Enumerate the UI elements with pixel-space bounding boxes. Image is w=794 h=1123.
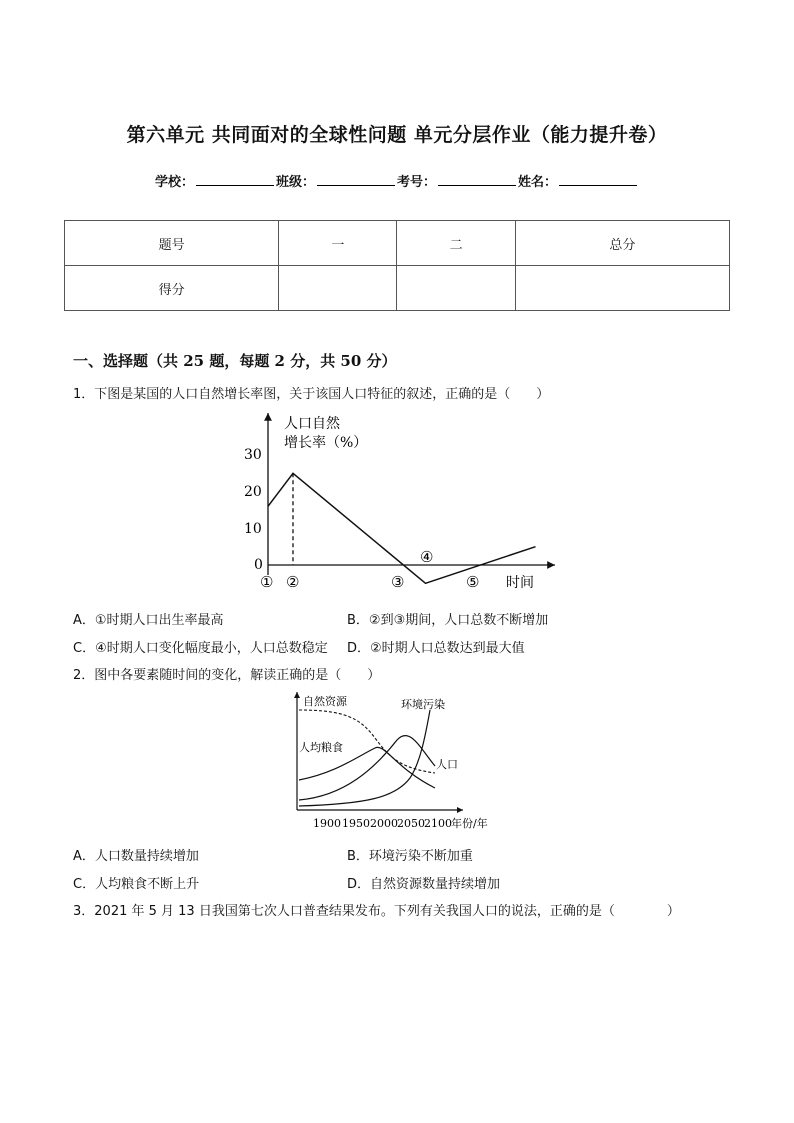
growth-rate-chart <box>240 405 570 595</box>
score-table-row <box>65 266 730 311</box>
score-table <box>64 220 730 311</box>
q1-option-a[interactable]: A．①时期人口出生率最高 <box>73 613 224 628</box>
name-label: 姓名： <box>518 175 558 190</box>
marker-2-label: ② <box>286 573 300 591</box>
score-cell[interactable] <box>279 266 397 311</box>
question-2-stem: 2．图中各要素随时间的变化，解读正确的是（ ） <box>73 668 381 683</box>
student-info-line <box>0 171 794 190</box>
exam-no-label: 考号： <box>397 175 437 190</box>
environment-pollution-curve <box>299 710 430 806</box>
score-cell[interactable] <box>515 266 729 311</box>
y-label-line1: 人口自然 <box>284 416 340 432</box>
score-header-cell: 总分 <box>515 221 729 266</box>
x-tick-label: 1950 <box>342 817 370 830</box>
y-label-line2: 增长率（%） <box>284 435 368 451</box>
marker-5-label: ⑤ <box>466 573 480 591</box>
y-tick-label: 20 <box>244 484 262 500</box>
q1-option-c[interactable]: C．④时期人口变化幅度最小，人口总数稳定 <box>73 641 328 656</box>
y-tick-label: 30 <box>244 447 262 463</box>
school-label: 学校： <box>154 175 194 190</box>
x-tick-label: 2050 <box>397 817 425 830</box>
x-tick-label: 2000 <box>370 817 398 830</box>
x-axis-label: 年份/年 <box>451 817 488 830</box>
marker-1-label: ① <box>260 573 274 591</box>
q2-option-b[interactable]: B．环境污染不断加重 <box>347 849 473 864</box>
q2-option-a[interactable]: A．人口数量持续增加 <box>73 849 199 864</box>
score-header-cell: 题号 <box>65 221 279 266</box>
y-tick-label: 0 <box>254 557 263 573</box>
score-table-header-row <box>65 221 730 266</box>
x-tick-label: 2100 <box>424 817 452 830</box>
trends-chart <box>285 688 500 833</box>
growth-rate-line <box>268 473 536 583</box>
class-blank[interactable] <box>317 173 395 186</box>
x-tick-label: 1900 <box>313 817 341 830</box>
q1-option-d[interactable]: D．②时期人口总数达到最大值 <box>347 641 525 656</box>
score-cell[interactable] <box>397 266 515 311</box>
name-blank[interactable] <box>559 173 637 186</box>
class-label: 班级： <box>275 175 315 190</box>
score-header-cell: 一 <box>279 221 397 266</box>
marker-4-label: ④ <box>420 548 434 566</box>
marker-3-label: ③ <box>391 573 405 591</box>
q1-option-b[interactable]: B．②到③期间，人口总数不断增加 <box>347 613 549 628</box>
score-header-cell: 二 <box>397 221 515 266</box>
y-tick-label: 10 <box>244 521 262 537</box>
school-blank[interactable] <box>196 173 274 186</box>
natural-resources-label: 自然资源 <box>303 695 347 708</box>
question-3-stem: 3．2021 年 5 月 13 日我国第七次人口普查结果发布。下列有关我国人口的说法，正确的是（ ） <box>73 904 680 919</box>
score-row-label: 得分 <box>65 266 279 311</box>
food-per-capita-label: 人均粮食 <box>299 741 343 754</box>
environment-pollution-label: 环境污染 <box>401 698 445 711</box>
q2-option-c[interactable]: C．人均粮食不断上升 <box>73 877 200 892</box>
question-1-stem: 1．下图是某国的人口自然增长率图，关于该国人口特征的叙述，正确的是（ ） <box>73 387 550 402</box>
exam-no-blank[interactable] <box>438 173 516 186</box>
q2-option-d[interactable]: D．自然资源数量持续增加 <box>347 877 501 892</box>
population-label: 人口 <box>436 758 458 771</box>
x-axis-label: 时间 <box>506 575 534 591</box>
page-title: 第六单元 共同面对的全球性问题 单元分层作业（能力提升卷） <box>126 124 668 146</box>
section-heading: 一、选择题（共 25 题，每题 2 分，共 50 分） <box>73 352 397 370</box>
